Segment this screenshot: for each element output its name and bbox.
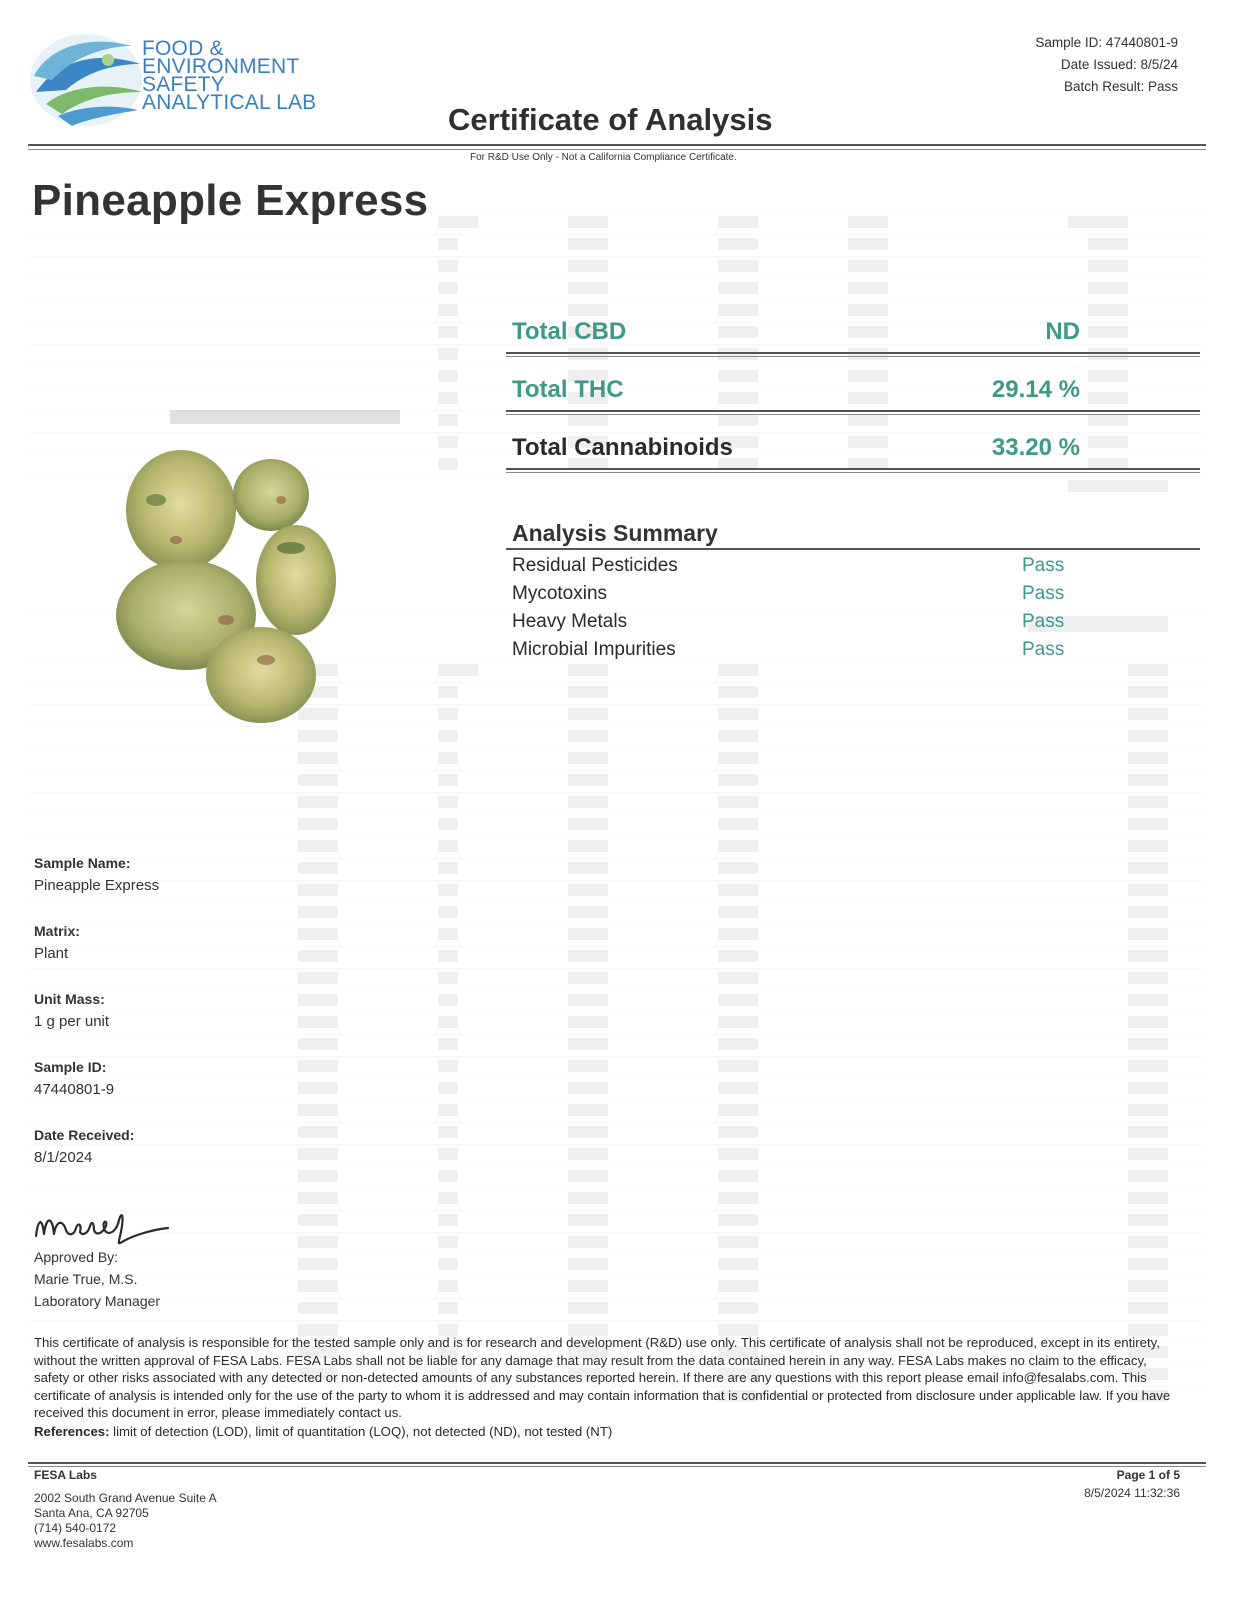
document-title: Certificate of Analysis xyxy=(448,102,773,137)
row-divider xyxy=(506,468,1200,470)
summary-item-name: Heavy Metals xyxy=(512,611,628,632)
meta-sample-id: Sample ID: 47440801-9 xyxy=(1035,35,1178,50)
summary-item xyxy=(512,608,1072,636)
row-divider-thin xyxy=(506,356,1200,357)
info-value: 47440801-9 xyxy=(34,1081,115,1098)
row-divider-thin xyxy=(506,472,1200,473)
total-cannabinoids-value: 33.20 % xyxy=(991,434,1080,461)
info-block xyxy=(34,920,294,988)
references-label: References: xyxy=(34,1424,110,1439)
summary-item-name: Residual Pesticides xyxy=(512,555,678,576)
header-divider-thin xyxy=(28,149,1206,150)
footer-website[interactable]: www.fesalabs.com xyxy=(34,1536,134,1550)
total-row xyxy=(506,428,1200,486)
logo-line: ANALYTICAL LAB xyxy=(142,91,317,114)
total-cbd-label: Total CBD xyxy=(512,318,627,345)
row-divider xyxy=(506,352,1200,354)
approver-title: Laboratory Manager xyxy=(34,1293,161,1309)
report-meta xyxy=(1035,32,1178,98)
approved-by-label: Approved By: xyxy=(34,1249,119,1265)
total-thc-value: 29.14 % xyxy=(991,376,1080,403)
footer-address-line: 2002 South Grand Avenue Suite A xyxy=(34,1491,217,1505)
references-line xyxy=(34,1424,612,1439)
info-block xyxy=(34,1056,294,1124)
redacted-strip xyxy=(170,410,400,424)
header-divider xyxy=(28,144,1206,146)
footer-page-info xyxy=(1084,1466,1180,1502)
meta-date-issued: Date Issued: 8/5/24 xyxy=(1060,57,1178,72)
summary-item-name: Mycotoxins xyxy=(512,583,608,604)
summary-item xyxy=(512,636,1072,664)
logo-line: SAFETY xyxy=(142,73,225,96)
info-value: Plant xyxy=(34,945,69,962)
info-value: 1 g per unit xyxy=(34,1013,110,1030)
sample-info xyxy=(34,852,294,1192)
approver-name: Marie True, M.S. xyxy=(34,1271,138,1287)
row-divider xyxy=(506,410,1200,412)
logo-line: FOOD & xyxy=(142,37,224,60)
analysis-summary-list xyxy=(512,552,1072,664)
total-row xyxy=(506,370,1200,428)
info-block xyxy=(34,988,294,1056)
total-thc-label: Total THC xyxy=(512,376,624,403)
row-divider-thin xyxy=(506,414,1200,415)
compliance-disclaimer: For R&D Use Only - Not a California Compliance Certificate. xyxy=(470,152,737,163)
footer-address-line: Santa Ana, CA 92705 xyxy=(34,1506,149,1520)
approval-block xyxy=(34,1246,160,1312)
references-text: limit of detection (LOD), limit of quantitation (LOQ), not detected (ND), not tested (NT) xyxy=(109,1424,613,1439)
total-row xyxy=(506,312,1200,370)
summary-item xyxy=(512,580,1072,608)
print-timestamp: 8/5/2024 11:32:36 xyxy=(1084,1486,1180,1500)
logo-line: ENVIRONMENT xyxy=(142,55,300,78)
info-label: Unit Mass: xyxy=(34,991,105,1007)
summary-item-name: Microbial Impurities xyxy=(512,639,676,660)
summary-item-result: Pass xyxy=(1022,639,1065,660)
meta-batch-result: Batch Result: Pass xyxy=(1063,79,1178,94)
info-block xyxy=(34,852,294,920)
footer-address xyxy=(34,1468,217,1551)
summary-item-result: Pass xyxy=(1022,555,1065,576)
info-label: Date Received: xyxy=(34,1127,135,1143)
lab-logo-text xyxy=(142,37,317,114)
summary-item xyxy=(512,552,1072,580)
info-value: 8/1/2024 xyxy=(34,1149,93,1166)
info-value: Pineapple Express xyxy=(34,877,160,894)
total-cbd-value: ND xyxy=(1045,318,1080,345)
summary-item-result: Pass xyxy=(1022,583,1065,604)
footer-phone: (714) 540-0172 xyxy=(34,1521,117,1535)
product-name-heading: Pineapple Express xyxy=(32,176,429,225)
footer-divider xyxy=(28,1462,1206,1464)
total-cannabinoids-label: Total Cannabinoids xyxy=(512,434,733,461)
info-label: Sample ID: xyxy=(34,1059,107,1075)
footer-divider-thin xyxy=(28,1466,1206,1467)
info-label: Matrix: xyxy=(34,923,80,939)
summary-divider xyxy=(506,548,1200,550)
page-number: Page 1 of 5 xyxy=(1116,1468,1180,1482)
footer-company: FESA Labs xyxy=(34,1468,97,1482)
analysis-summary-heading: Analysis Summary xyxy=(512,520,718,546)
lab-logo xyxy=(28,30,148,130)
handwritten-signature xyxy=(32,1200,192,1250)
info-block xyxy=(34,1124,294,1192)
info-label: Sample Name: xyxy=(34,855,131,871)
summary-item-result: Pass xyxy=(1022,611,1065,632)
legal-disclaimer: This certificate of analysis is responsible for the tested sample only and is for research and development (R&D) use only. This certificate of analysis shall not be reproduced, except in its entirety, without the written approval of FESA Labs. FESA Labs shall not be liable for any damage that may result from the data contained herein in any way. FESA Labs makes no claim to the efficacy, safety or other risks associated with any detected or non-detected amounts of any substances reported herein. If there are any questions with this report please email info@fesalabs.com. This certificate of analysis is intended only for the use of the party to whom it is addressed and may contain information that is confidential or protected from disclosure under applicable law. If you have received this document in error, please immediately contact us. xyxy=(34,1335,1171,1420)
product-photo xyxy=(86,440,386,740)
potency-totals xyxy=(506,312,1200,486)
